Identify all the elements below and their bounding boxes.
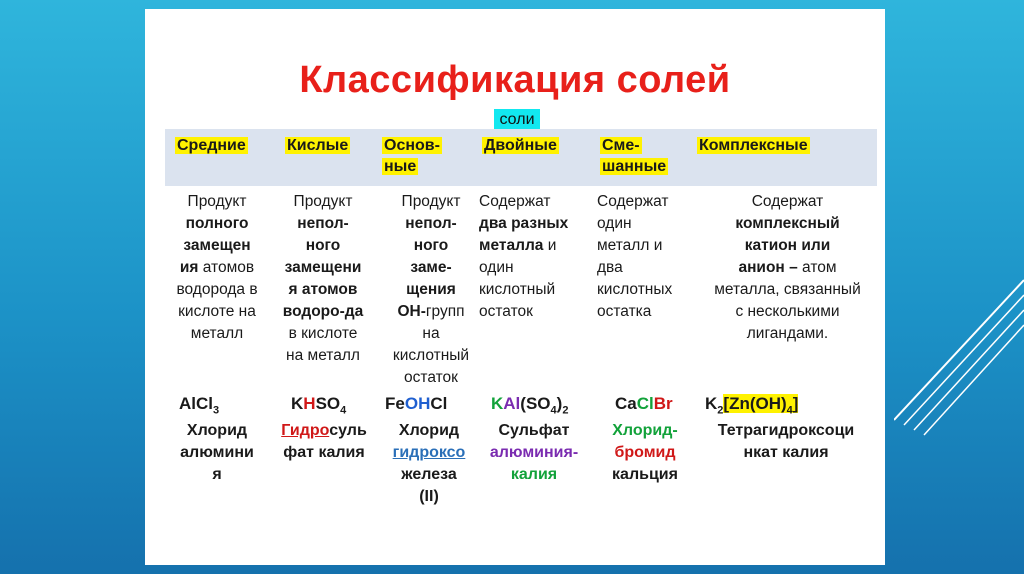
name-kompleksnye: Тетрагидроксоци нкат калия <box>717 422 855 461</box>
name-smeshannye: Хлорид- бромид кальция <box>612 422 678 483</box>
column-header-smeshannye: Сме- шанные <box>602 137 667 175</box>
formula-alcl3: AlCl$_3$ <box>179 394 220 417</box>
column-desc-kompleksnye: Содержат комплексный катион или анион – атом металла, связанный с несколькими лигандами. <box>714 193 861 342</box>
name-srednie: Хлорид алюмини я <box>180 422 254 483</box>
slide-content <box>145 9 885 565</box>
slide-title: Классификация солей <box>299 59 731 101</box>
column-desc-smeshannye: Содержат один металл и два кислотных остатка <box>597 193 673 320</box>
column-header-dvoynye: Двойные <box>484 137 557 154</box>
column-header-kompleksnye: Комплексные <box>699 137 808 154</box>
column-header-osnovnye: Основ- ные <box>384 137 440 175</box>
formula-caclbr: CaClBr <box>615 394 673 413</box>
column-desc-dvoynye: Содержат два разных металла и один кислотный остаток <box>479 193 569 320</box>
formula-feohcl: FeOHCl <box>385 394 448 413</box>
name-kislye: Гидросуль фат калия <box>281 422 367 461</box>
decorative-lines <box>894 260 1024 460</box>
formula-kal-so4-2: $KAl(SO_4)_2$ <box>491 394 569 417</box>
column-header-srednie: Средние <box>177 137 246 154</box>
formula-k2-zn-oh4: $K_2[Zn(OH)_4]$ <box>705 394 799 417</box>
column-desc-osnovnye: Продукт непол- ного заме- щения ОН-групп на кислотный остаток <box>392 193 470 386</box>
column-header-kislye: Кислые <box>287 137 349 154</box>
name-osnovnye: Хлорид гидроксо железа (II) <box>392 422 466 505</box>
formula-khso4: $KHSO_4$ <box>291 394 347 417</box>
column-desc-kislye: Продукт непол- ного замещени я атомов водоро-да в кислоте на металл <box>282 193 364 364</box>
column-desc-srednie: Продукт полного замещен ия атомов водорода в кислоте на металл <box>176 193 258 342</box>
name-dvoynye: Сульфат алюминия- калия <box>489 422 579 483</box>
root-label: соли <box>494 109 540 130</box>
